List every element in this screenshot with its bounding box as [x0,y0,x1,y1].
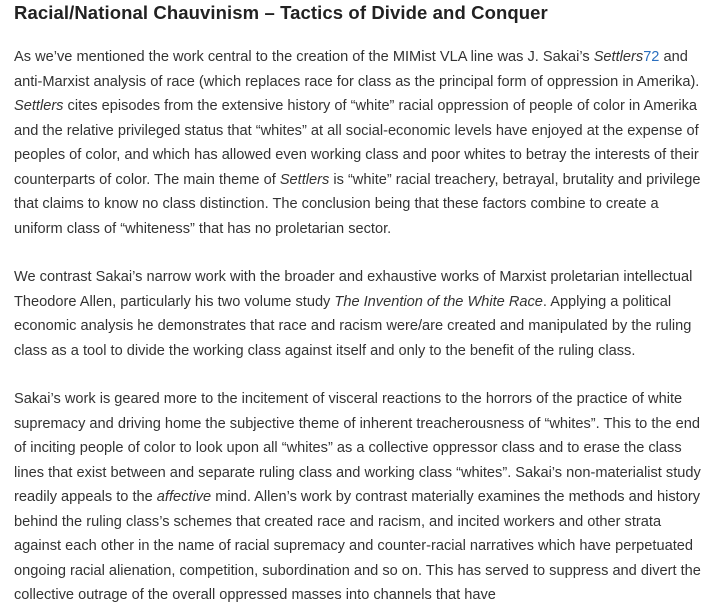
footnote-link-72[interactable]: 72 [643,49,660,65]
book-title-settlers: Settlers [14,98,64,114]
paragraph-2-text-c: . Applying a political economic analysis he demonstrates that race and racism were/are created and manipulated by the ruling class as a tool to divide the working class against itself and only to the benefit of the ruling class. [14,293,692,359]
paragraph-2-text-a: We contrast Sakai’s narrow work with the broader and exhaustive works of Marxist proletarian intellectual Theodore Allen, particularly his two volume study [14,269,693,310]
paragraph-3-text-a: Sakai’s work is geared more to the incitement of visceral reactions to the horrors of the practice of white supremacy and driving home the subjective theme of inherent treacherousness of “whites”. This to the end of inciting people of color to look upon all “whites” as a collective oppressor class and to erase the class lines that exist between and separate ruling class and working class “whites”. Sakai’s non-materialist study readily appeals to the [14,391,701,505]
book-title-settlers: Settlers [593,49,644,65]
paragraph-1-text-a: As we’ve mentioned the work central to the creation of the MIMist VLA line was J. Sakai’s [14,49,594,65]
paragraph-2 [14,265,710,363]
book-title-invention-of-white-race: The Invention of the White Race [334,293,543,310]
emphasis-affective: affective [156,489,212,505]
article-title: Racial/National Chauvinism – Tactics of Divide and Conquer [14,2,548,23]
paragraph-3 [14,387,710,608]
paragraph-1 [14,45,710,241]
paragraph-3-text-c: mind. Allen’s work by contrast materially examines the methods and history behind the ruling class’s schemes that created race and racism, and incited workers and other strata against each other in the name of racial supremacy and counter-racial narratives which have perpetuated ongoing racial alienation, competition, subordination and so on. This has served to suppress and divert the collective outrage of the overall oppressed masses into channels that have [14,489,701,603]
paragraph-1-text-f: cites episodes from the extensive history of “white” racial oppression of people of color in Amerika and the relative privileged status that “whites” at all social-economic levels have enjoyed at the expense of peoples of color, and which has allowed even working class and poor whites to betray the interests of their counterparts of color. The main theme of [14,98,699,188]
paragraph-1-text-d: and anti-Marxist analysis of race (which replaces race for class as the principal form of oppression in Amerika). [14,49,700,90]
book-title-settlers: Settlers [279,171,330,188]
paragraph-1-text-h: is “white” racial treachery, betrayal, brutality and privilege that claims to know no class distinction. The conclusion being that these factors combine to create a uniform class of “whiteness” that has no proletarian sector. [14,171,701,237]
